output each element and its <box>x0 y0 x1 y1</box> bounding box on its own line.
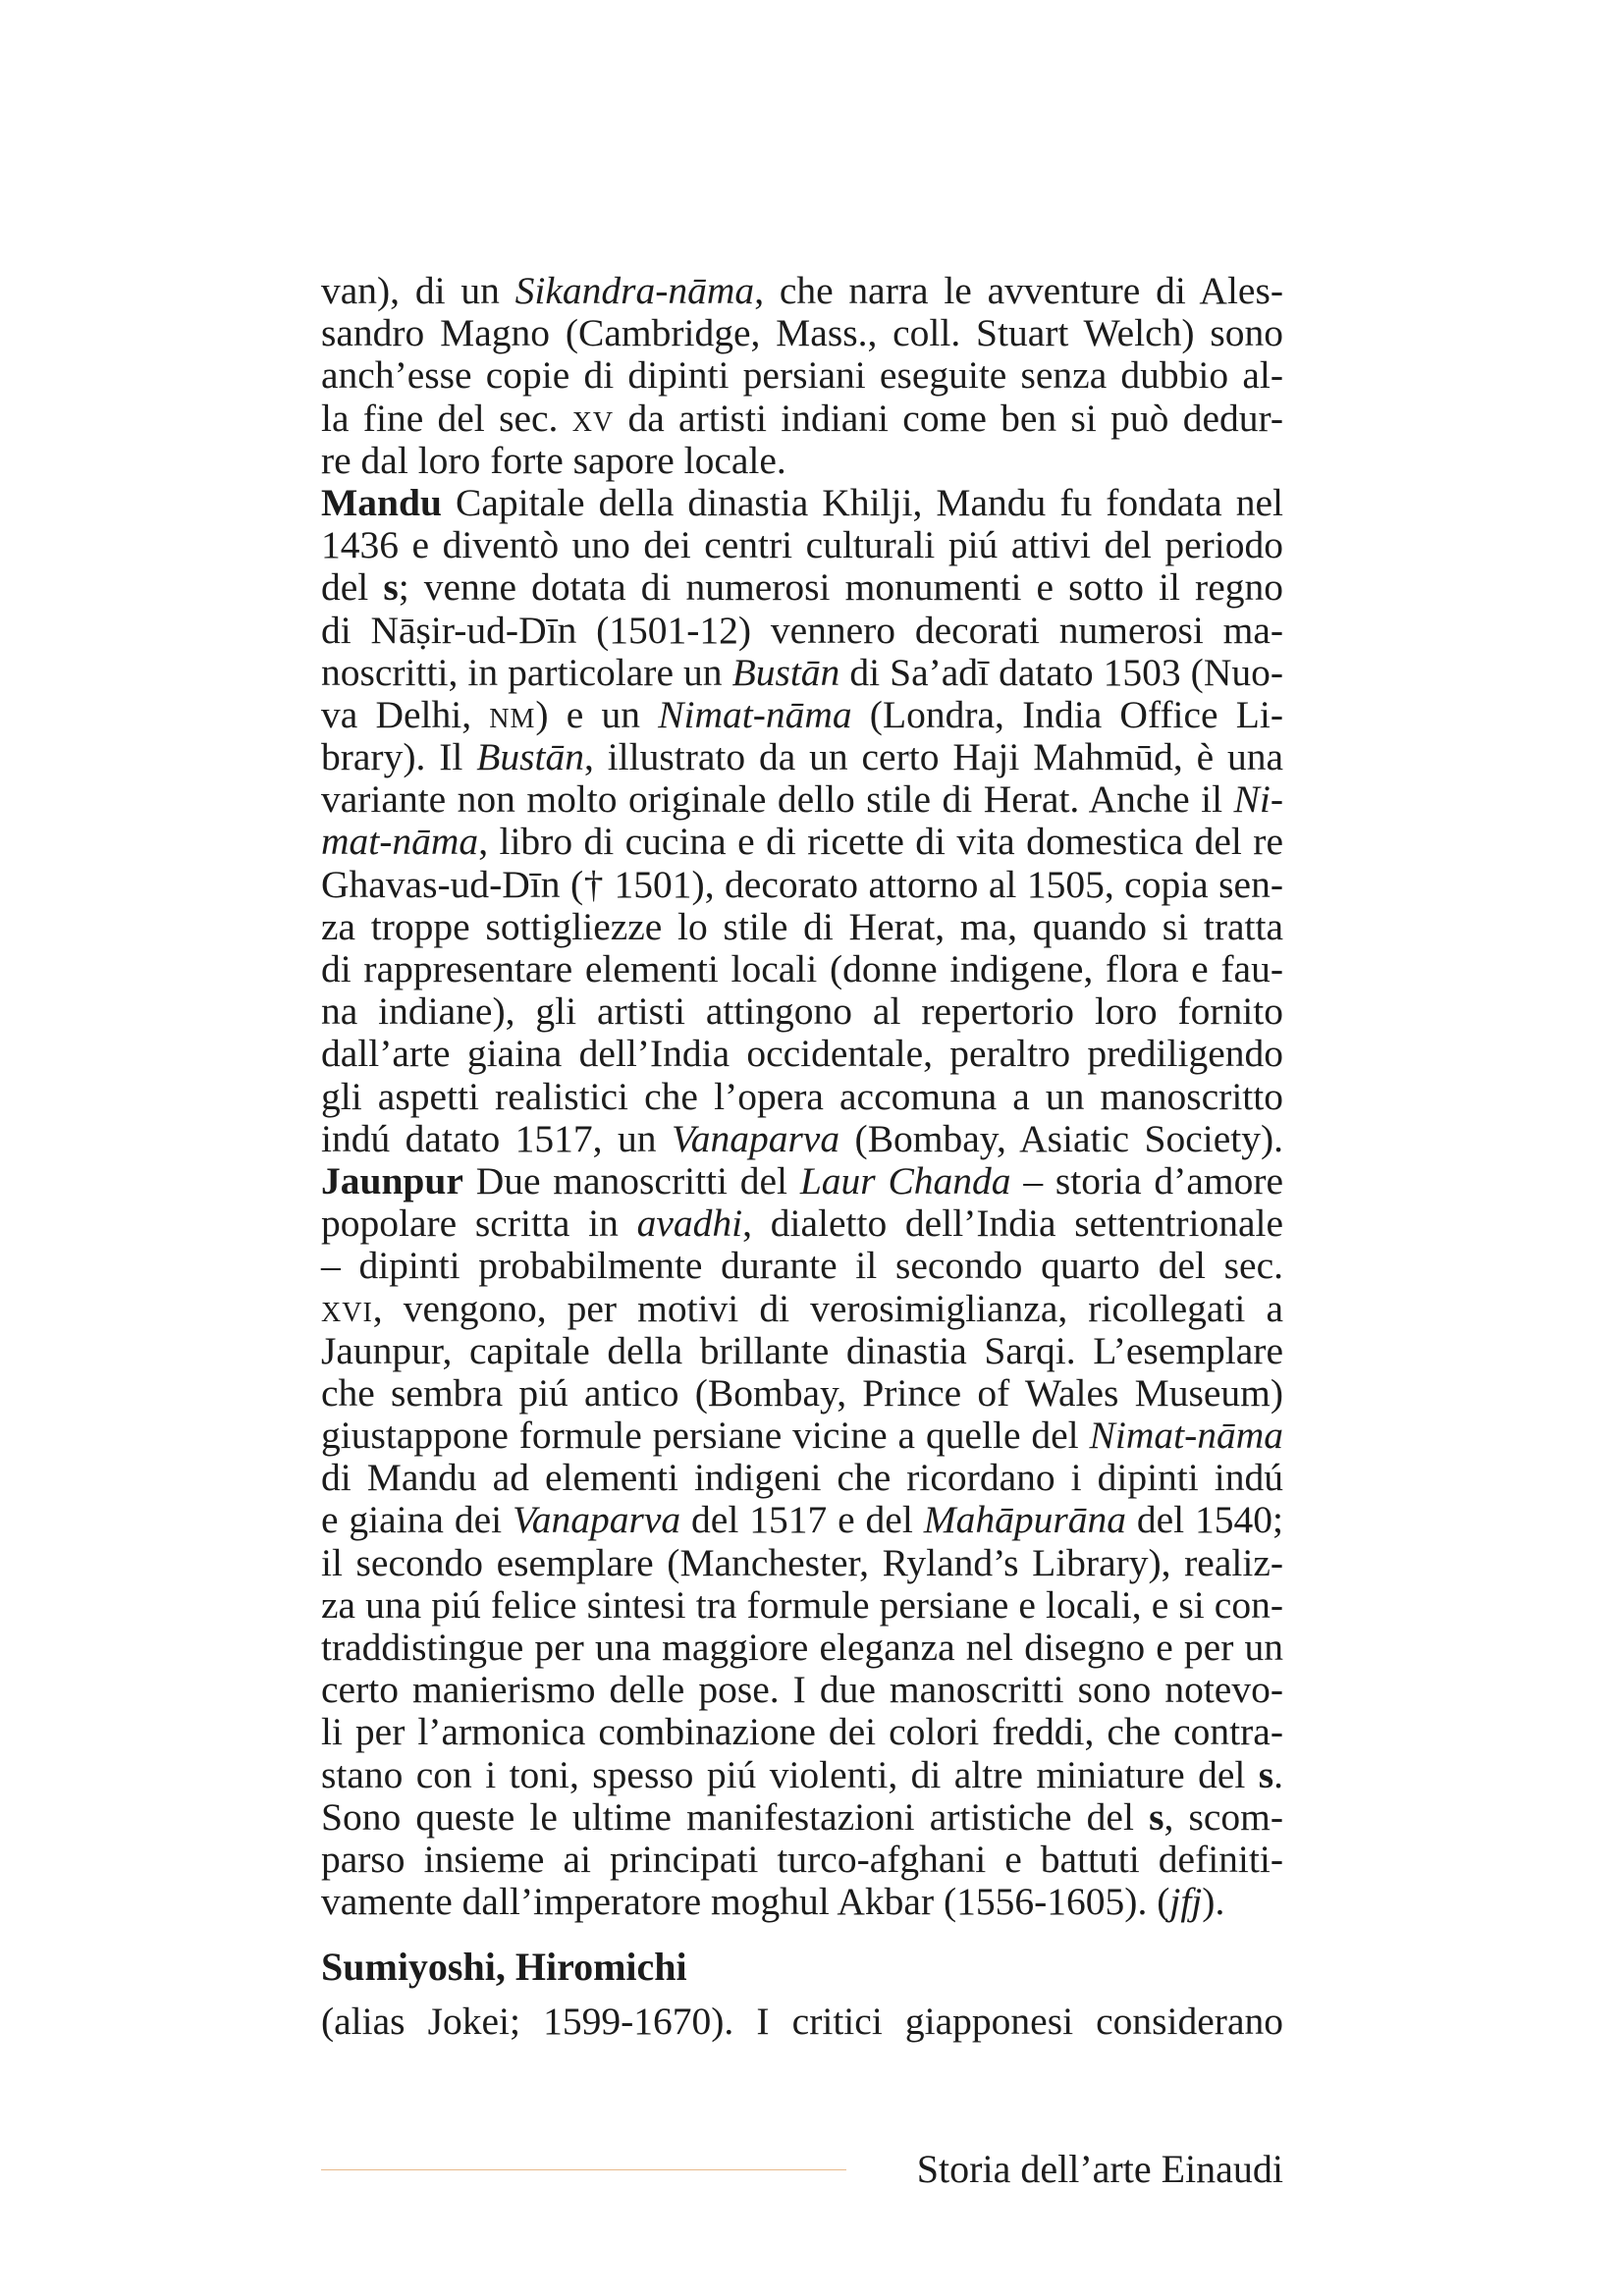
footer-rule <box>321 2169 846 2170</box>
italic-title: mat-nāma <box>321 820 479 864</box>
text-line <box>321 398 1283 440</box>
text-run: li per l’armonica combinazione dei colori freddi, che contra- <box>321 1710 1283 1754</box>
text-run: na indiane), gli artisti attingono al repertorio loro fornito <box>321 989 1283 1034</box>
italic-title: Vanaparva <box>513 1498 681 1542</box>
text-run: , illustrato da un certo Haji Mahmūd, è una <box>583 735 1283 779</box>
italic-title: Mahāpurāna <box>923 1498 1126 1542</box>
text-line <box>321 1076 1283 1118</box>
article-text <box>321 270 1283 1923</box>
text-run: za una piú felice sintesi tra formule persiane e locali, e si con- <box>321 1582 1283 1627</box>
text-run: , vengono, per motivi di verosimiglianza, ricollegati a <box>372 1286 1283 1330</box>
text-run: sandro Magno (Cambridge, Mass., coll. Stuart Welch) sono <box>321 311 1283 355</box>
text-run: di Nāṣir-ud-Dīn (1501-12) vennero decorati numerosi ma- <box>321 608 1283 652</box>
text-run: parso insieme ai principati turco-afghani e battuti definiti- <box>321 1837 1283 1881</box>
text-line <box>321 354 1283 397</box>
italic-title: Laur Chanda <box>799 1158 1011 1202</box>
text-line <box>321 440 1283 482</box>
text-run: del 1540; <box>1125 1498 1283 1542</box>
text-run: del <box>321 565 384 610</box>
text-run: . <box>1273 1752 1283 1796</box>
text-run: il secondo esemplare (Manchester, Ryland’s Library), realiz- <box>321 1540 1283 1584</box>
italic-title: Vanaparva <box>671 1116 840 1160</box>
text-run: Jaunpur, capitale della brillante dinastia Sarqi. L’esemplare <box>321 1328 1283 1372</box>
text-run: – storia d’amore <box>1010 1158 1284 1202</box>
text-line <box>321 948 1283 990</box>
text-line <box>321 906 1283 948</box>
text-line <box>321 1584 1283 1627</box>
text-line <box>321 1669 1283 1711</box>
italic-title: avadhi <box>636 1201 743 1246</box>
text-run: van), di un <box>321 269 515 312</box>
italic-title: Sikandra-nāma <box>514 269 755 312</box>
text-run: di rappresentare elementi locali (donne indigene, flora e fau- <box>321 947 1283 990</box>
text-line <box>321 1711 1283 1753</box>
text-run: 1436 e diventò uno dei centri culturali piú attivi del periodo <box>321 523 1283 567</box>
text-run: Capitale della dinastia Khilji, Mandu fu fondata nel <box>441 480 1283 524</box>
italic-title: Nimat-nāma <box>658 692 852 736</box>
text-line <box>321 1839 1283 1881</box>
text-line <box>321 1457 1283 1499</box>
text-line <box>321 1754 1283 1796</box>
text-run: e giaina dei <box>321 1498 513 1542</box>
text-line <box>321 270 1283 312</box>
text-run: anch’esse copie di dipinti persiani eseguite senza dubbio al- <box>321 353 1283 398</box>
text-line <box>321 1796 1283 1839</box>
text-run: popolare scritta in <box>321 1201 637 1246</box>
text-line <box>321 864 1283 906</box>
text-run: xv <box>571 396 615 440</box>
text-line <box>321 1627 1283 1669</box>
text-run: indú datato 1517, un <box>321 1116 672 1160</box>
text-run: di Sa’adī datato 1503 (Nuo- <box>839 650 1283 694</box>
text-line <box>321 312 1283 354</box>
text-run: va Delhi, <box>321 692 490 736</box>
text-run: (Bombay, Asiatic Society). <box>839 1116 1283 1160</box>
bold-term: Jaunpur <box>321 1158 463 1202</box>
italic-title: Nimat-nāma <box>1089 1414 1283 1458</box>
text-run: certo manierismo delle pose. I due manoscritti sono notevo- <box>321 1668 1283 1712</box>
footer-title: Storia dell’arte Einaudi <box>916 2147 1283 2191</box>
text-line <box>321 482 1283 524</box>
text-run: xvi <box>321 1286 373 1330</box>
text-line <box>321 1330 1283 1372</box>
text-line <box>321 1245 1283 1287</box>
text-run: vamente dall’imperatore moghul Akbar (1556-1605). ( <box>321 1880 1170 1924</box>
italic-title: jfj <box>1169 1880 1203 1924</box>
text-run: za troppe sottigliezze lo stile di Herat, ma, quando si tratta <box>321 904 1283 948</box>
text-run: noscritti, in particolare un <box>321 650 732 694</box>
text-line <box>321 736 1283 778</box>
text-run: del 1517 e del <box>680 1498 924 1542</box>
text-run: la fine del sec. <box>321 396 572 440</box>
text-run: , libro di cucina e di ricette di vita domestica del re <box>478 820 1283 864</box>
bold-term: s <box>383 565 399 610</box>
text-line <box>321 821 1283 863</box>
text-line <box>321 1288 1283 1330</box>
text-run: , dialetto dell’India settentrionale <box>742 1201 1283 1246</box>
text-run: ) e un <box>535 692 659 736</box>
text-run: ; venne dotata di numerosi monumenti e sotto il regno <box>398 565 1283 610</box>
text-run: Ghavas-ud-Dīn († 1501), decorato attorno al 1505, copia sen- <box>321 862 1283 906</box>
text-line <box>321 1881 1283 1923</box>
text-line <box>321 1202 1283 1245</box>
text-line <box>321 694 1283 736</box>
text-run: (Londra, India Office Li- <box>851 692 1284 736</box>
text-run: Due manoscritti del <box>462 1158 800 1202</box>
text-run: – dipinti probabilmente durante il secondo quarto del sec. <box>321 1244 1283 1288</box>
italic-title: Bustān <box>476 735 584 779</box>
text-run: stano con i toni, spesso piú violenti, di altre miniature del <box>321 1752 1259 1796</box>
text-run: ). <box>1202 1880 1225 1924</box>
text-line <box>321 1542 1283 1584</box>
text-run: dall’arte giaina dell’India occidentale, peraltro prediligendo <box>321 1032 1283 1076</box>
text-run: nm <box>489 692 536 736</box>
text-line <box>321 1118 1283 1160</box>
text-line <box>321 778 1283 821</box>
text-line <box>321 1499 1283 1541</box>
text-run: re dal loro forte sapore locale. <box>321 438 786 482</box>
text-line <box>321 1372 1283 1415</box>
text-line <box>321 990 1283 1033</box>
text-line <box>321 1160 1283 1202</box>
text-run: giustappone formule persiane vicine a quelle del <box>321 1414 1090 1458</box>
text-run: traddistingue per una maggiore eleganza nel disegno e per un <box>321 1626 1283 1669</box>
bold-term: s <box>1149 1794 1164 1839</box>
bold-term: s <box>1258 1752 1274 1796</box>
entry-heading: Sumiyoshi, Hiromichi <box>321 1945 687 1989</box>
text-run: gli aspetti realistici che l’opera accomuna a un manoscritto <box>321 1074 1283 1118</box>
text-line <box>321 610 1283 652</box>
text-line <box>321 1415 1283 1457</box>
text-run: , scom- <box>1163 1794 1283 1839</box>
text-run: , che narra le avventure di Ales- <box>754 269 1283 312</box>
text-run: da artisti indiani come ben si può dedur- <box>614 396 1283 440</box>
text-run: che sembra piú antico (Bombay, Prince of Wales Museum) <box>321 1370 1283 1415</box>
text-run: variante non molto originale dello stile di Herat. Anche il <box>321 777 1234 822</box>
entry-first-line: (alias Jokei; 1599-1670). I critici giapponesi considerano <box>321 2000 1283 2043</box>
text-line <box>321 1033 1283 1075</box>
text-line <box>321 566 1283 609</box>
text-line <box>321 524 1283 566</box>
bold-term: Mandu <box>321 480 442 524</box>
text-line <box>321 652 1283 694</box>
text-run: Sono queste le ultime manifestazioni artistiche del <box>321 1794 1150 1839</box>
text-run: di Mandu ad elementi indigeni che ricordano i dipinti indú <box>321 1456 1283 1500</box>
italic-title: Bustān <box>731 650 840 694</box>
italic-title: Ni- <box>1233 777 1283 822</box>
text-run: brary). Il <box>321 735 477 779</box>
